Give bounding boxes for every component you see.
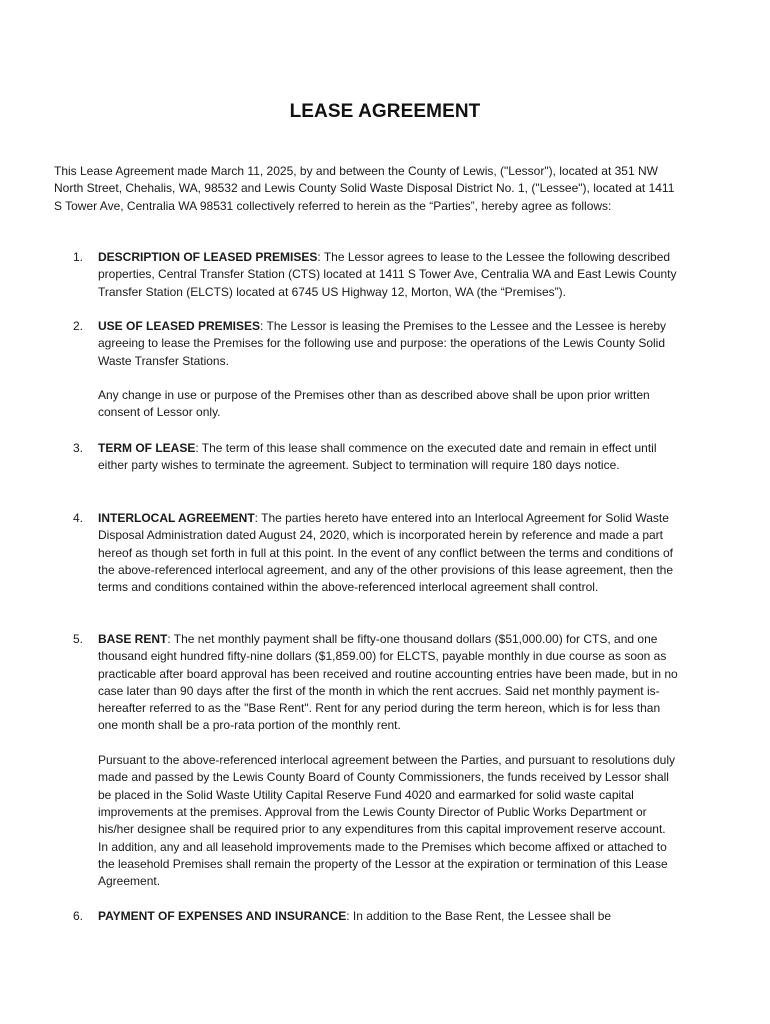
section-text: : The Lessor is leasing the Premises to the Lessee and the Lessee is hereby agreeing to lease the Premises for the following use and purpose: the operations of the Lewis County Solid Waste Transfer Stations.	[98, 319, 667, 368]
section-number: 2.	[73, 319, 84, 333]
section-heading: TERM OF LEASE	[98, 441, 196, 455]
section-number: 4.	[73, 511, 84, 525]
section-paragraph	[98, 318, 678, 370]
section-number: 3.	[73, 441, 84, 455]
section-body	[98, 908, 678, 925]
section-body	[98, 631, 678, 890]
section-heading: BASE RENT	[98, 632, 168, 646]
section-number: 5.	[73, 632, 84, 646]
section-heading: USE OF LEASED PREMISES	[98, 319, 261, 333]
section-heading: INTERLOCAL AGREEMENT	[98, 511, 255, 525]
section-text: : In addition to the Base Rent, the Lessee shall be	[346, 909, 612, 923]
section-text: : The parties hereto have entered into an Interlocal Agreement for Solid Waste Disposal Administration dated August 24, 2020, which is incorporated herein by reference and made a part hereof as though set forth in full at this point. In the event of any conflict between the terms and conditions of the above-referenced interlocal agreement, and any of the other provisions of this lease agreement, then the terms and conditions contained within the above-referenced interlocal agreement shall control.	[98, 511, 674, 595]
section-paragraph	[98, 510, 678, 596]
section-paragraph	[98, 440, 678, 475]
section-text: : The Lessor agrees to lease to the Lessee the following described properties, Central Transfer Station (CTS) located at 1411 S Tower Ave, Centralia WA and East Lewis County Transfer Station (ELCTS) located at 6745 US Highway 12, Morton, WA (the “Premises”).	[98, 250, 677, 299]
section-text: : The net monthly payment shall be fifty-one thousand dollars ($51,000.00) for CTS, and one thousand eight hundred fifty-nine dollars ($1,859.00) for ELCTS, payable monthly in due course as soon as practicable after board approval has been received and routine accounting entries have been made, but in no case later than 90 days after the first of the month in which the rent accrues. Said net monthly payment is-hereafter referred to as the "Base Rent". Rent for any period during the term hereon, which is for less than one month shall be a pro-rata portion of the monthly rent.	[98, 632, 678, 733]
section-text: : The term of this lease shall commence on the executed date and remain in effect until either party wishes to terminate the agreement. Subject to termination will require 180 days notice.	[98, 441, 657, 473]
intro-paragraph: This Lease Agreement made March 11, 2025, by and between the County of Lewis, ("Lessor"), located at 351 NW North Street, Chehalis, WA, 98532 and Lewis County Solid Waste Disposal District No. 1, ("Lessee"), located at 1411 S Tower Ave, Centralia WA 98531 collectively referred to herein as the “Parties”, hereby agree as follows:	[54, 164, 675, 213]
section-body	[98, 249, 678, 301]
section-number: 6.	[73, 909, 84, 923]
section-number: 1.	[73, 250, 84, 264]
document-title: LEASE AGREEMENT	[289, 101, 481, 122]
section-paragraph	[98, 631, 678, 735]
section-paragraph	[98, 908, 678, 925]
section-body	[98, 440, 678, 475]
section-extra-paragraph: Pursuant to the above-referenced interlocal agreement between the Parties, and pursuant to resolutions duly made and passed by the Lewis County Board of County Commissioners, the funds received by Lessor shall be placed in the Solid Waste Utility Capital Reserve Fund 4020 and earmarked for solid waste capital improvements at the premises. Approval from the Lewis County Director of Public Works Department or his/her designee shall be required prior to any expenditures from this capital improvement reserve account. In addition, any and all leasehold improvements made to the Premises which become affixed or attached to the leasehold Premises shall remain the property of the Lessor at the expiration or termination of this Lease Agreement.	[98, 753, 676, 889]
section-body	[98, 318, 678, 422]
section-body	[98, 510, 678, 596]
section-heading: PAYMENT OF EXPENSES AND INSURANCE	[98, 909, 347, 923]
section-heading: DESCRIPTION OF LEASED PREMISES	[98, 250, 318, 264]
section-extra-paragraph: Any change in use or purpose of the Premises other than as described above shall be upon prior written consent of Lessor only.	[98, 388, 650, 420]
section-paragraph	[98, 249, 678, 301]
